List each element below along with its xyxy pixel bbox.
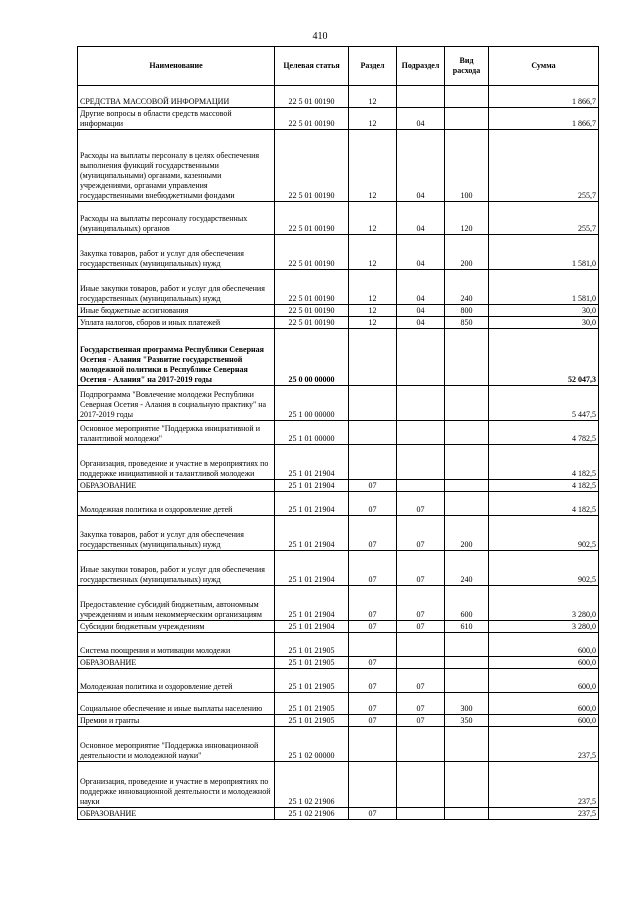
row-name-cell: Расходы на выплаты персоналу в целях обеспечения выполнения функций государственными (муниципальными) органами, казенными учреждениями, органами управления государственными внебюджетными фондами — [78, 130, 275, 202]
row-subsection-cell: 07 — [397, 586, 445, 621]
table-row — [78, 421, 599, 445]
table-row — [78, 329, 599, 386]
row-sum-cell: 3 280,0 — [489, 586, 599, 621]
row-target-cell: 22 5 01 00190 — [275, 270, 349, 305]
row-expense-type-cell — [445, 386, 489, 421]
row-subsection-cell: 07 — [397, 551, 445, 586]
row-expense-type-cell — [445, 669, 489, 693]
row-target-cell: 22 5 01 00190 — [275, 86, 349, 108]
row-name-cell: СРЕДСТВА МАССОВОЙ ИНФОРМАЦИИ — [78, 86, 275, 108]
row-target-cell: 25 1 00 00000 — [275, 386, 349, 421]
row-section-cell — [349, 329, 397, 386]
row-sum-cell: 52 047,3 — [489, 329, 599, 386]
row-sum-cell: 600,0 — [489, 715, 599, 727]
table-body — [78, 86, 599, 820]
row-expense-type-cell: 200 — [445, 235, 489, 270]
row-section-cell: 07 — [349, 715, 397, 727]
row-sum-cell: 30,0 — [489, 305, 599, 317]
row-subsection-cell — [397, 808, 445, 820]
row-target-cell: 25 1 01 21904 — [275, 516, 349, 551]
row-expense-type-cell — [445, 421, 489, 445]
budget-table — [77, 46, 599, 820]
row-expense-type-cell — [445, 86, 489, 108]
row-subsection-cell: 07 — [397, 669, 445, 693]
table-row — [78, 86, 599, 108]
row-sum-cell: 255,7 — [489, 202, 599, 235]
row-target-cell: 25 1 02 00000 — [275, 727, 349, 762]
row-target-cell: 25 1 01 21905 — [275, 715, 349, 727]
row-sum-cell: 237,5 — [489, 762, 599, 808]
row-sum-cell: 4 182,5 — [489, 492, 599, 516]
row-subsection-cell — [397, 727, 445, 762]
row-section-cell — [349, 421, 397, 445]
row-subsection-cell: 04 — [397, 317, 445, 329]
row-target-cell: 25 1 01 21904 — [275, 445, 349, 480]
row-target-cell: 22 5 01 00190 — [275, 130, 349, 202]
row-subsection-cell: 07 — [397, 492, 445, 516]
table-row — [78, 657, 599, 669]
row-target-cell: 22 5 01 00190 — [275, 235, 349, 270]
row-name-cell: Основное мероприятие "Поддержка инициативной и талантливой молодежи" — [78, 421, 275, 445]
row-sum-cell: 4 182,5 — [489, 445, 599, 480]
row-subsection-cell: 04 — [397, 108, 445, 130]
row-expense-type-cell — [445, 727, 489, 762]
row-subsection-cell — [397, 421, 445, 445]
row-expense-type-cell — [445, 762, 489, 808]
table-row — [78, 445, 599, 480]
row-subsection-cell: 07 — [397, 621, 445, 633]
row-target-cell: 25 1 02 21906 — [275, 762, 349, 808]
row-section-cell: 12 — [349, 108, 397, 130]
row-sum-cell: 237,5 — [489, 727, 599, 762]
row-expense-type-cell — [445, 657, 489, 669]
row-subsection-cell — [397, 633, 445, 657]
row-target-cell: 22 5 01 00190 — [275, 305, 349, 317]
table-row — [78, 551, 599, 586]
row-section-cell: 07 — [349, 669, 397, 693]
row-name-cell: Организация, проведение и участие в мероприятиях по поддержке инициативной и талантливой молодежи — [78, 445, 275, 480]
row-sum-cell: 5 447,5 — [489, 386, 599, 421]
header-target: Целевая статья — [275, 47, 349, 86]
row-section-cell: 07 — [349, 621, 397, 633]
row-expense-type-cell — [445, 329, 489, 386]
row-name-cell: Предоставление субсидий бюджетным, автономным учреждениям и иным некоммерческим организациям — [78, 586, 275, 621]
row-subsection-cell: 07 — [397, 715, 445, 727]
row-expense-type-cell: 800 — [445, 305, 489, 317]
row-section-cell: 12 — [349, 305, 397, 317]
row-subsection-cell — [397, 329, 445, 386]
row-target-cell: 22 5 01 00190 — [275, 108, 349, 130]
row-name-cell: Иные закупки товаров, работ и услуг для обеспечения государственных (муниципальных) нужд — [78, 270, 275, 305]
row-subsection-cell: 07 — [397, 516, 445, 551]
row-target-cell: 25 1 01 21904 — [275, 586, 349, 621]
header-subsection: Подраздел — [397, 47, 445, 86]
row-sum-cell: 3 280,0 — [489, 621, 599, 633]
row-name-cell: Расходы на выплаты персоналу государственных (муниципальных) органов — [78, 202, 275, 235]
table-row — [78, 305, 599, 317]
table-row — [78, 762, 599, 808]
table-row — [78, 669, 599, 693]
row-sum-cell: 902,5 — [489, 516, 599, 551]
row-sum-cell: 600,0 — [489, 693, 599, 715]
row-section-cell: 12 — [349, 235, 397, 270]
row-name-cell: Другие вопросы в области средств массовой информации — [78, 108, 275, 130]
table-row — [78, 130, 599, 202]
row-section-cell: 07 — [349, 586, 397, 621]
row-sum-cell: 4 182,5 — [489, 480, 599, 492]
row-expense-type-cell: 610 — [445, 621, 489, 633]
row-subsection-cell: 04 — [397, 305, 445, 317]
table-row — [78, 235, 599, 270]
row-expense-type-cell: 240 — [445, 270, 489, 305]
row-name-cell: Подпрограмма "Вовлечение молодежи Республики Северная Осетия - Алания в социальную практику" на 2017-2019 годы — [78, 386, 275, 421]
table-row — [78, 715, 599, 727]
header-name: Наименование — [78, 47, 275, 86]
row-sum-cell: 237,5 — [489, 808, 599, 820]
header-sum: Сумма — [489, 47, 599, 86]
row-expense-type-cell — [445, 445, 489, 480]
row-expense-type-cell: 850 — [445, 317, 489, 329]
table-row — [78, 586, 599, 621]
row-section-cell: 07 — [349, 492, 397, 516]
row-name-cell: ОБРАЗОВАНИЕ — [78, 480, 275, 492]
row-section-cell — [349, 727, 397, 762]
row-section-cell: 12 — [349, 130, 397, 202]
row-sum-cell: 255,7 — [489, 130, 599, 202]
row-section-cell — [349, 386, 397, 421]
row-section-cell: 07 — [349, 808, 397, 820]
table-row — [78, 727, 599, 762]
page-number: 410 — [312, 31, 328, 42]
row-name-cell: Закупка товаров, работ и услуг для обеспечения государственных (муниципальных) нужд — [78, 235, 275, 270]
row-section-cell: 12 — [349, 86, 397, 108]
row-sum-cell: 4 782,5 — [489, 421, 599, 445]
table-row — [78, 621, 599, 633]
row-target-cell: 25 1 01 21905 — [275, 633, 349, 657]
row-target-cell: 25 1 01 21904 — [275, 480, 349, 492]
row-subsection-cell: 07 — [397, 693, 445, 715]
row-subsection-cell — [397, 86, 445, 108]
row-name-cell: ОБРАЗОВАНИЕ — [78, 657, 275, 669]
row-target-cell: 25 1 01 21904 — [275, 492, 349, 516]
row-name-cell: Иные закупки товаров, работ и услуг для обеспечения государственных (муниципальных) нужд — [78, 551, 275, 586]
row-subsection-cell: 04 — [397, 130, 445, 202]
row-section-cell — [349, 633, 397, 657]
row-name-cell: Закупка товаров, работ и услуг для обеспечения государственных (муниципальных) нужд — [78, 516, 275, 551]
row-section-cell: 07 — [349, 657, 397, 669]
table-row — [78, 492, 599, 516]
row-name-cell: Основное мероприятие "Поддержка инновационной деятельности и молодежной науки" — [78, 727, 275, 762]
row-target-cell: 25 1 01 21905 — [275, 693, 349, 715]
row-subsection-cell — [397, 445, 445, 480]
row-target-cell: 25 1 01 21904 — [275, 551, 349, 586]
row-subsection-cell — [397, 386, 445, 421]
row-section-cell: 12 — [349, 270, 397, 305]
row-sum-cell: 902,5 — [489, 551, 599, 586]
row-target-cell: 25 1 01 00000 — [275, 421, 349, 445]
table-row — [78, 808, 599, 820]
table-row — [78, 270, 599, 305]
row-expense-type-cell: 100 — [445, 130, 489, 202]
row-name-cell: Иные бюджетные ассигнования — [78, 305, 275, 317]
row-target-cell: 25 1 02 21906 — [275, 808, 349, 820]
table-row — [78, 202, 599, 235]
table-row — [78, 516, 599, 551]
row-subsection-cell — [397, 657, 445, 669]
row-subsection-cell — [397, 480, 445, 492]
row-name-cell: Молодежная политика и оздоровление детей — [78, 492, 275, 516]
row-expense-type-cell — [445, 633, 489, 657]
row-expense-type-cell: 200 — [445, 516, 489, 551]
row-name-cell: Социальное обеспечение и иные выплаты населению — [78, 693, 275, 715]
row-expense-type-cell — [445, 108, 489, 130]
row-expense-type-cell — [445, 480, 489, 492]
row-subsection-cell: 04 — [397, 270, 445, 305]
table-row — [78, 633, 599, 657]
row-name-cell: Уплата налогов, сборов и иных платежей — [78, 317, 275, 329]
table-row — [78, 693, 599, 715]
row-target-cell: 25 0 00 00000 — [275, 329, 349, 386]
row-target-cell: 25 1 01 21904 — [275, 621, 349, 633]
table-row — [78, 108, 599, 130]
row-sum-cell: 1 581,0 — [489, 270, 599, 305]
header-row — [78, 47, 599, 86]
row-subsection-cell: 04 — [397, 202, 445, 235]
row-section-cell: 07 — [349, 480, 397, 492]
row-name-cell: Субсидии бюджетным учреждениям — [78, 621, 275, 633]
row-section-cell: 12 — [349, 317, 397, 329]
row-name-cell: Государственная программа Республики Северная Осетия - Алания "Развитие государственной молодежной политики в Республике Северная Осетия - Алания" на 2017-2019 годы — [78, 329, 275, 386]
row-expense-type-cell: 600 — [445, 586, 489, 621]
row-target-cell: 25 1 01 21905 — [275, 669, 349, 693]
row-section-cell — [349, 445, 397, 480]
row-sum-cell: 1 866,7 — [489, 108, 599, 130]
row-name-cell: ОБРАЗОВАНИЕ — [78, 808, 275, 820]
row-subsection-cell — [397, 762, 445, 808]
row-name-cell: Система поощрения и мотивации молодежи — [78, 633, 275, 657]
row-target-cell: 22 5 01 00190 — [275, 202, 349, 235]
row-section-cell: 07 — [349, 551, 397, 586]
row-sum-cell: 1 581,0 — [489, 235, 599, 270]
row-expense-type-cell: 120 — [445, 202, 489, 235]
row-sum-cell: 30,0 — [489, 317, 599, 329]
table-row — [78, 480, 599, 492]
row-sum-cell: 600,0 — [489, 633, 599, 657]
row-target-cell: 22 5 01 00190 — [275, 317, 349, 329]
header-section: Раздел — [349, 47, 397, 86]
row-sum-cell: 600,0 — [489, 657, 599, 669]
row-expense-type-cell — [445, 492, 489, 516]
row-sum-cell: 1 866,7 — [489, 86, 599, 108]
row-section-cell: 07 — [349, 693, 397, 715]
row-expense-type-cell: 350 — [445, 715, 489, 727]
table-row — [78, 386, 599, 421]
row-target-cell: 25 1 01 21905 — [275, 657, 349, 669]
row-subsection-cell: 04 — [397, 235, 445, 270]
row-name-cell: Премии и гранты — [78, 715, 275, 727]
row-name-cell: Организация, проведение и участие в мероприятиях по поддержке инновационной деятельности и молодежной науки — [78, 762, 275, 808]
row-section-cell — [349, 762, 397, 808]
row-name-cell: Молодежная политика и оздоровление детей — [78, 669, 275, 693]
row-expense-type-cell — [445, 808, 489, 820]
table-row — [78, 317, 599, 329]
row-section-cell: 07 — [349, 516, 397, 551]
row-section-cell: 12 — [349, 202, 397, 235]
row-sum-cell: 600,0 — [489, 669, 599, 693]
header-expense-type: Вид расхода — [445, 47, 489, 86]
row-expense-type-cell: 240 — [445, 551, 489, 586]
row-expense-type-cell: 300 — [445, 693, 489, 715]
